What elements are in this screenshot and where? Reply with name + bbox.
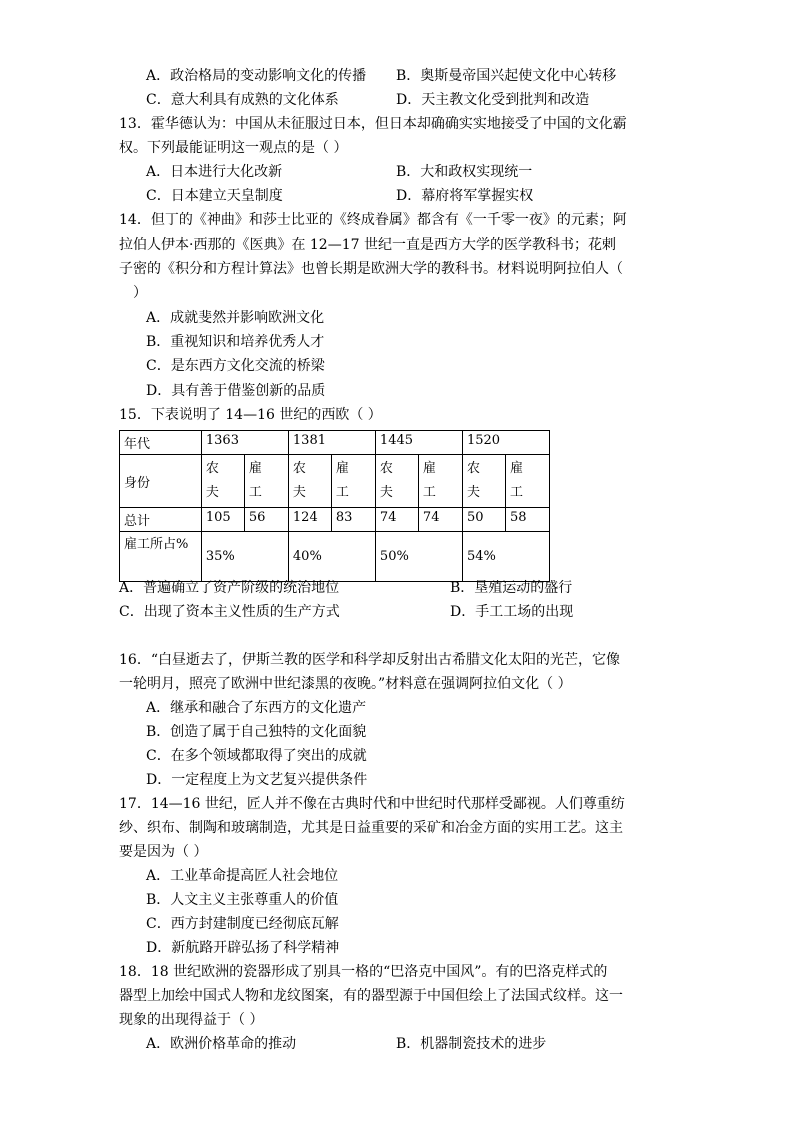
q16-option-d: D．一定程度上为文艺复兴提供条件 [146,772,368,788]
q12-option-d: D．天主教文化受到批判和改造 [396,92,590,108]
table-header-ratio: 雇工所占% [120,532,202,582]
q16-stem-line1: 16．“白昼逝去了，伊斯兰教的医学和科学却反射出古希腊文化太阳的光芒，它像 [119,652,620,668]
q12-option-b: B．奥斯曼帝国兴起使文化中心转移 [396,68,617,84]
table-total-cell: 74 [375,508,418,532]
table-year-cell: 1363 [201,431,288,455]
q13-stem-line2: 权。下列最能证明这一观点的是（ ） [119,140,348,156]
table-cell-hired: 雇工 [418,455,462,508]
q16-option-c: C．在多个领域都取得了突出的成就 [146,748,367,764]
q17-stem-line1: 17．14—16 世纪，匠人并不像在古典时代和中世纪时代那样受鄙视。人们尊重纺 [119,796,625,812]
table-total-cell: 58 [505,508,549,532]
table-total-cell: 56 [244,508,288,532]
q13-option-c: C．日本建立天皇制度 [146,188,283,204]
q17-option-d: D．新航路开辟弘扬了科学精神 [146,940,340,956]
q17-option-a: A．工业革命提高匠人社会地位 [146,868,339,884]
q13-option-d: D．幕府将军掌握实权 [396,188,534,204]
q15-stem: 15．下表说明了 14—16 世纪的西欧（ ） [119,407,382,423]
q17-stem-line2: 纱、织布、制陶和玻璃制造，尤其是日益重要的采矿和冶金方面的实用工艺。这主 [119,820,623,836]
q16-option-a: A．继承和融合了东西方的文化遗产 [146,700,367,716]
q18-stem-line3: 现象的出现得益于（ ） [119,1012,264,1028]
q18-stem-line2: 器型上加绘中国式人物和龙纹图案，有的器型源于中国但绘上了法国式纹样。这一 [119,988,623,1004]
table-cell-farmer: 农夫 [462,455,505,508]
table-cell-hired: 雇工 [331,455,375,508]
q14-stem-line3: 子密的《积分和方程计算法》也曾长期是欧洲大学的教科书。材料说明阿拉伯人（ [119,261,623,277]
table-header-total: 总计 [120,508,202,532]
table-ratio-cell: 40% [288,532,375,582]
q15-option-d: D．手工工场的出现 [450,604,574,620]
table-total-cell: 50 [462,508,505,532]
table-header-identity: 身份 [120,455,202,508]
q12-option-c: C．意大利具有成熟的文化体系 [146,92,339,108]
table-cell-farmer: 农夫 [288,455,331,508]
table-total-cell: 105 [201,508,244,532]
table-ratio-cell: 54% [462,532,549,582]
q14-option-c: C．是东西方文化交流的桥梁 [146,358,325,374]
q15-option-c: C．出现了资本主义性质的生产方式 [119,604,340,620]
q13-option-b: B．大和政权实现统一 [396,164,533,180]
q16-option-b: B．创造了属于自己独特的文化面貌 [146,724,367,740]
q18-stem-line1: 18．18 世纪欧洲的瓷器形成了别具一格的“巴洛克中国风”。有的巴洛克样式的 [119,964,608,980]
q14-stem-line1: 14．但丁的《神曲》和莎士比亚的《终成眷属》都含有《一千零一夜》的元素；阿 [119,212,627,228]
q14-stem-line2: 拉伯人伊本·西那的《医典》在 12—17 世纪一直是西方大学的医学教科书；花剌 [119,237,616,253]
table-total-cell: 83 [331,508,375,532]
table-cell-farmer: 农夫 [201,455,244,508]
q15-table [119,430,550,582]
q14-stem-line4: ） [133,285,147,301]
table-total-cell: 124 [288,508,331,532]
q12-option-a: A．政治格局的变动影响文化的传播 [146,68,367,84]
q18-option-b: B．机器制瓷技术的进步 [396,1036,547,1052]
table-year-cell: 1381 [288,431,375,455]
q13-option-a: A．日本进行大化改新 [146,164,283,180]
table-header-era: 年代 [120,431,202,455]
q15-option-a: A．普遍确立了资产阶级的统治地位 [119,580,340,596]
table-cell-hired: 雇工 [505,455,549,508]
table-total-cell: 74 [418,508,462,532]
table-ratio-cell: 35% [201,532,288,582]
table-cell-hired: 雇工 [244,455,288,508]
q17-stem-line3: 要是因为（ ） [119,844,208,860]
q13-stem-line1: 13．霍华德认为：中国从未征服过日本，但日本却确确实实地接受了中国的文化霸 [119,116,627,132]
q15-option-b: B．垦殖运动的盛行 [450,580,573,596]
q16-stem-line2: 一轮明月，照亮了欧洲中世纪漆黑的夜晚。”材料意在强调阿拉伯文化（ ） [119,676,572,692]
table-cell-farmer: 农夫 [375,455,418,508]
q14-option-b: B．重视知识和培养优秀人才 [146,334,325,350]
q17-option-b: B．人文主义主张尊重人的价值 [146,892,339,908]
table-ratio-cell: 50% [375,532,462,582]
q18-option-a: A．欧洲价格革命的推动 [146,1036,297,1052]
table-year-cell: 1445 [375,431,462,455]
q17-option-c: C．西方封建制度已经彻底瓦解 [146,916,339,932]
table-year-cell: 1520 [462,431,549,455]
q14-option-d: D．具有善于借鉴创新的品质 [146,383,326,399]
q14-option-a: A．成就斐然并影响欧洲文化 [146,310,325,326]
